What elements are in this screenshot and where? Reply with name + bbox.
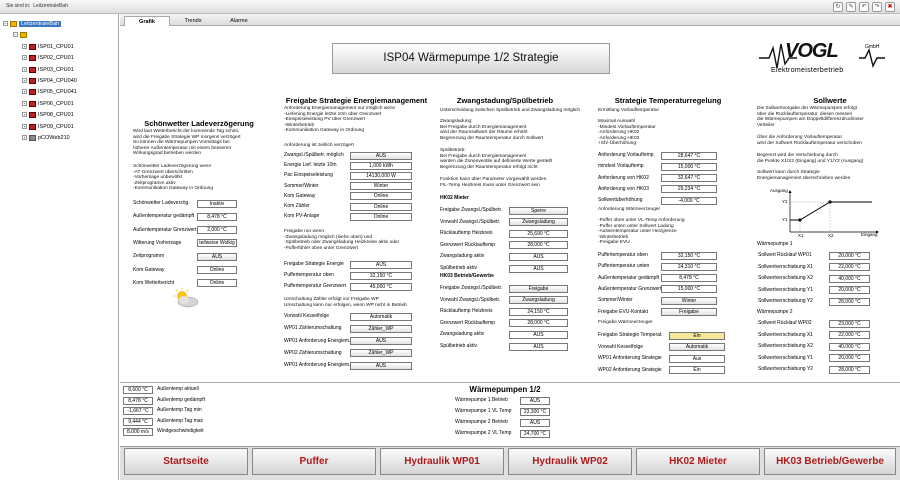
tab-alarme[interactable]: Alarme [230, 18, 248, 24]
value-field: 24,150 °C [509, 308, 568, 316]
nav-button-hk02-mieter[interactable]: HK02 Mieter [636, 448, 760, 475]
nav-button-puffer[interactable]: Puffer [252, 448, 376, 475]
expand-icon[interactable]: + [23, 124, 26, 130]
value-field: 32,150 °C [661, 252, 717, 260]
row-label: WP02 Anforderung Strategie [598, 366, 662, 373]
tree-item[interactable]: + ISP04_CPU040 [23, 78, 77, 84]
tree-root[interactable]: − LeitzentraleBah [4, 21, 60, 27]
section-description: Funktion kann über Parameter vorgewählt werden FIL-Temp Heizkreis muss unter Grenzwert sein [440, 177, 547, 188]
row-label: WP01 Zählerumschaltung [284, 325, 342, 332]
row-label: Freigabe Zwangsl./Spülbetr. [440, 207, 503, 213]
row-label: Wärmepumpe 1 Betrieb [455, 397, 508, 403]
device-icon [29, 89, 36, 95]
value-field: AUS [520, 419, 550, 427]
subsection-title: Wärmepumpe 1 [757, 241, 793, 247]
value-button[interactable]: AUS [197, 253, 237, 261]
section-title: Strategie Temperaturregelung [614, 96, 722, 105]
row-label: Spülbetrieb aktiv [440, 343, 477, 349]
row-label: Sollwertverschiebung X1 [758, 331, 814, 338]
graph-label-x1: X1 [798, 233, 804, 238]
row-label: Energie Lief. letzte 10m [284, 162, 337, 169]
value-field: -1,667 °C [123, 407, 153, 415]
value-field: 23,000 °C [829, 320, 870, 328]
network-icon [10, 21, 17, 27]
row-label: Kom Wetterbericht [133, 279, 175, 286]
row-label: Grenzwert Rücklauftemp [440, 319, 496, 326]
logo-gmbh: GmbH [865, 44, 880, 50]
row-label: Sollwertverschiebung X1 [758, 263, 814, 270]
value-field: 20,000 °C [829, 286, 870, 294]
value-button[interactable]: Sperre [509, 207, 568, 215]
row-label: Sommer/Winter [284, 182, 319, 189]
row-label: Wärmepumpe 2 VL Temp [455, 430, 512, 436]
expand-icon[interactable]: + [23, 78, 26, 84]
row-label: Puffertemperatur unten [598, 263, 650, 270]
section-note: Anforderung ist zeitlich verzögert [284, 143, 354, 148]
row-label: Freigabe Zwangsl./Spülbetr. [440, 285, 503, 291]
value-field: 24,700 °C [520, 430, 550, 438]
row-label: Sollwertverschiebung X2 [758, 275, 814, 282]
value-field: Online [197, 279, 237, 287]
tree-item[interactable]: + ISP08_CPU01 [23, 112, 74, 118]
value-field: 9,444 °C [123, 418, 153, 426]
value-button[interactable]: Freigabe [661, 308, 717, 316]
collapse-icon[interactable]: − [4, 21, 7, 27]
expand-icon[interactable]: + [23, 135, 26, 141]
value-button[interactable]: AUS [350, 152, 412, 160]
tree-item[interactable]: + ISP03_CPU01 [23, 67, 74, 73]
value-field: 45,000 °C [350, 283, 412, 291]
tree-item[interactable]: + pCOWeb210 [23, 135, 70, 141]
tree-item[interactable]: + ISP06_CPU01 [23, 101, 74, 107]
value-field: 22,000 °C [829, 263, 870, 271]
section-subtitle: Freigabe Wärmeerzeuger [598, 320, 653, 325]
section-description: Freigabe nur wenn -Zwangsladung möglich (siehe oben) und -Spülbetrieb oder Zwangsladung Heizkreise aktiv oder -Pufferfühler oben unter Grenzwert [284, 229, 400, 251]
row-label: Rücklauftemp Heizkreis [440, 230, 493, 237]
value-field: 14130,000 W [350, 172, 412, 180]
section-subtitle: Ermittlung Vorlauftemperatur [598, 108, 660, 113]
value-field: Ein [669, 366, 725, 374]
row-label: Sollwertverschiebung Y2 [758, 366, 813, 373]
value-field: Ein [669, 332, 725, 340]
expand-icon[interactable]: + [23, 89, 26, 95]
device-icon [29, 135, 36, 141]
section-conditions: Schönwetter Ladeverzögerung wenn -AT Grenzwert überschritten -Vorhersage unbewölkt -Zeitprogramm aktiv -Kommunikation Gateway in Ordnung [133, 164, 213, 192]
value-field: 8,600 °C [123, 386, 153, 394]
subsection-title: HK03 Betrieb/Gewerbe [440, 273, 494, 279]
value-field: 28,000 °C [829, 366, 870, 374]
section-description: Maximal Auswahl -Mindest Vorlauftemperatur -Anforderung HK02 -Anforderung HK03 +Sh/-Überhöhung [598, 119, 656, 147]
page-title: ISP04 Wärmepumpe 1/2 Strategie [332, 43, 610, 74]
row-label: Außentemperatur Grenzwert [598, 285, 662, 292]
row-label: Zwangsladung aktiv [440, 331, 485, 338]
section-title: Schönwetter Ladeverzögerung [144, 119, 254, 128]
row-label: Kom PV-Anlage [284, 213, 320, 220]
section-description: Wird laut Wetterbericht der kommende Tag schön, wird die Freigabe Strategie WP morgens verzögert So können die Wärmepumpen Vormittags bei höherer Außentemperatur mit einem besseren Wirkungsgrad betrieben werden [133, 129, 241, 157]
section-description: Die Sollwertvorgabe der Wärmepumpen erfolgt über die Rücklauftemperatur, diesen messen die Wärmepumpen am Doppeltdifferenzdruckloser Verteiler [757, 106, 864, 128]
device-icon [29, 124, 36, 130]
value-button[interactable]: Zähler_WP [350, 325, 412, 333]
expand-icon[interactable]: + [23, 112, 26, 118]
row-label: Spülbetrieb aktiv [440, 265, 477, 271]
expand-icon[interactable]: + [23, 67, 26, 73]
row-label: Kom Gateway [284, 192, 316, 199]
row-label: Puffertemperatur oben [598, 252, 648, 258]
value-button[interactable]: AUS [350, 362, 412, 370]
expand-icon[interactable]: + [23, 44, 26, 50]
tab-trends[interactable]: Trends [184, 18, 202, 24]
value-field: Automatik [350, 313, 412, 321]
subsection-title: HK02 Mieter [440, 195, 469, 201]
nav-button-hydraulik-wp02[interactable]: Hydraulik WP02 [508, 448, 632, 475]
row-label: WP01 Anforderung Energiem. [284, 362, 351, 369]
value-field: Inaktiv [197, 200, 237, 208]
row-label: Witterung Vorhersage [133, 239, 182, 246]
row-label: Sommer/Winter [598, 297, 633, 304]
value-button[interactable]: Zwangsladung [509, 296, 568, 304]
value-field: AUS [520, 397, 550, 405]
value-field: 29,234 °C [661, 185, 717, 193]
logo-subtitle: Elektromeisterbetrieb [771, 67, 844, 74]
row-label: Zwangsladung aktiv [440, 253, 485, 260]
expand-icon[interactable]: + [23, 101, 26, 107]
row-label: Anforderung von HK03 [598, 185, 649, 192]
row-label: WP01 Anforderung Energiem. [284, 337, 351, 344]
value-field: 25,690 °C [509, 230, 568, 238]
value-field: 15,000 °C [661, 285, 717, 293]
value-field: 20,000 °C [829, 354, 870, 362]
logo-text: VOGL [785, 40, 838, 62]
value-field: 8,478 °C [197, 213, 237, 221]
value-field: 22,000 °C [829, 331, 870, 339]
row-label: Außentemp aktuell [157, 386, 199, 392]
top-bar [0, 0, 900, 14]
row-label: Wärmepumpe 1 VL Temp [455, 408, 512, 414]
row-label: Zeitprogramm [133, 253, 165, 260]
row-label: Pac Einspeiseleistung [284, 172, 333, 179]
value-field: 40,000 °C [829, 343, 870, 351]
value-field: AUS [509, 265, 568, 273]
value-field: AUS [509, 253, 568, 261]
tab-grafik[interactable]: Grafik [124, 16, 170, 26]
device-icon [29, 55, 36, 61]
row-label: Puffertemperatur Grenzwert [284, 283, 346, 289]
row-label: Sollwert Rücklauf WP01 [758, 252, 812, 258]
row-label: Vorwahl Kesselfolge [284, 313, 330, 319]
row-label: Außentemperatur gedämpft [133, 213, 195, 220]
value-field: AUS [509, 343, 568, 351]
value-field: Online [197, 266, 237, 274]
row-label: WP02 Zählerumschaltung [284, 349, 342, 356]
section-title: Freigabe Strategie Energiemanagement [285, 96, 428, 105]
value-button[interactable]: Automatik [669, 343, 725, 351]
row-label: Außentemperatur gedämpft [598, 274, 660, 281]
edit-icon[interactable]: ✎ [846, 2, 856, 12]
graph-label-output: Ausgang [770, 188, 788, 193]
value-field: 1,000 kWh [350, 162, 412, 170]
section-description: Begrenzt wird die Verschiebung durch die Punkte X1/X2 (Eingang) und Y1/Y2 (Ausgang) [757, 153, 864, 164]
value-field: 8,000 m/s [123, 428, 153, 436]
forward-icon[interactable]: ↷ [872, 2, 882, 12]
row-label: Windgeschwindigkeit [157, 428, 204, 434]
close-icon[interactable]: ✖ [885, 2, 895, 12]
row-label: Vorwahl Zwangsl./Spülbetr. [440, 218, 501, 225]
section-description: Sollwert kann durch Strategie Energiemanagement überschrieben werden [757, 170, 851, 181]
value-field: Online [350, 213, 412, 221]
device-icon [29, 112, 36, 118]
row-label: Grenzwert Rücklauftemp [440, 241, 496, 248]
value-field: 28,000 °C [509, 241, 568, 249]
tree-item[interactable]: + ISP01_CPU01 [23, 44, 74, 50]
row-label: Kom Gateway [133, 266, 165, 273]
section-description: Unterscheidung zwischen Spülbetrieb und Zwangsladung möglich [440, 108, 580, 113]
value-field: -4,000 °C [661, 197, 717, 205]
value-field: 28,000 °C [509, 319, 568, 327]
device-icon [29, 67, 36, 73]
section-description: Spülbetrieb: Bei Freigabe durch Energiemanagement werden die Zonenventile auf definierte Werte gestellt Begrenzung der Raumtemperatur erfolgt nicht [440, 148, 552, 170]
row-label: Puffertemperatur oben [284, 272, 334, 278]
row-label: Freigabe Strategie Temperat. [598, 332, 663, 338]
device-icon [29, 78, 36, 84]
graph-label-y1: Y1 [782, 217, 788, 222]
value-field: AUS [509, 331, 568, 339]
value-field: Aus [669, 355, 725, 363]
section-subtitle: Anforderung Wärmeerzeuger [598, 207, 661, 212]
row-label: Außentemp gedämpft [157, 396, 206, 403]
row-label: Sollwertverschiebung Y1 [758, 286, 813, 293]
nav-button-startseite[interactable]: Startseite [124, 448, 248, 475]
value-button[interactable]: Freigabe [509, 285, 568, 293]
row-label: Außentemp Tag min [157, 407, 202, 413]
value-field: 40,000 °C [829, 275, 870, 283]
value-field: 8,478 °C [661, 274, 717, 282]
location-indicator: Sie sind in: LeitzentraleBah [6, 3, 68, 9]
subsection-title: Wärmepumpe 2 [757, 309, 793, 315]
setpoint-shift-graph [772, 188, 880, 238]
value-field: Online [350, 203, 412, 211]
graph-label-input: Eingang [861, 232, 878, 237]
row-label: Kom Zähler [284, 203, 310, 209]
device-icon [29, 101, 36, 107]
tree-item[interactable]: + ISP02_CPU01 [23, 55, 74, 61]
row-label: Außentemperatur Grenzwert [133, 226, 197, 233]
row-label: Sollwertverschiebung X2 [758, 343, 814, 350]
value-field: 23,300 °C [520, 408, 550, 416]
tree-item[interactable]: + ISP05_CPU041 [23, 89, 77, 95]
value-field: AUS [350, 261, 412, 269]
row-label: Freigabe EVU-Kontakt [598, 308, 649, 315]
section-description: Anforderung Energiemanagement nur möglich wenn -Lieferung Energie letzte 10m über Grenzwert -Einspeiseleistung PV über Grenzwert -Winterbetrieb -Kommunikation Gateway in Ordnung [284, 106, 396, 134]
value-field: teilweise Wolkig [197, 239, 237, 247]
row-label: WP01 Anforderung Strategie [598, 355, 662, 362]
value-field: 32,150 °C [350, 272, 412, 280]
expand-icon[interactable]: + [23, 55, 26, 61]
home-icon [20, 32, 27, 38]
row-label: Freigabe Strategie Energie [284, 261, 344, 267]
row-label: Sollwertverschiebung Y1 [758, 354, 813, 361]
graph-label-x2: X2 [828, 233, 834, 238]
row-label: Anforderung von HK02 [598, 174, 649, 181]
back-icon[interactable]: ↶ [859, 2, 869, 12]
value-field: 32,647 °C [661, 174, 717, 182]
heat-pumps-title: Wärmepumpen 1/2 [469, 385, 541, 394]
row-label: Vorwahl Kesselfolge [598, 343, 644, 350]
nav-button-hydraulik-wp01[interactable]: Hydraulik WP01 [380, 448, 504, 475]
refresh-icon[interactable]: ↻ [833, 2, 843, 12]
graph-label-y2: Y2 [782, 199, 788, 204]
row-label: Schönwetter Ladeverzög. [133, 200, 190, 206]
row-label: Zwangsl./Spülbetr. möglich [284, 152, 344, 158]
logo [757, 38, 887, 78]
value-field: 24,310 °C [661, 263, 717, 271]
collapse-icon[interactable]: − [14, 32, 17, 38]
section-description: -Puffer oben unter VL-Temp Anforderung -Puffer unten unter Sollwert Ladung -Aussentemperatur unter Heizgrenze -Winterbetrieb -Freigabe EVU [598, 218, 685, 246]
row-label: Sollwertüberhöhung [598, 197, 643, 204]
nav-button-hk03-betrieb[interactable]: HK03 Betrieb/Gewerbe [764, 448, 896, 475]
value-button[interactable]: AUS [350, 337, 412, 345]
value-button[interactable]: Zwangsladung [509, 218, 568, 226]
row-label: mindest Vorlauftemp [598, 163, 644, 170]
value-field: 8,478 °C [123, 397, 153, 405]
value-field: Online [350, 192, 412, 200]
section-description: Umschaltung Zähler erfolgt vor Freigabe WP Umschaltung kann nur erfolgen, wenn WP nicht in Betrieb [284, 297, 407, 308]
tree-item[interactable]: + ISP09_CPU01 [23, 124, 74, 130]
row-label: Wärmepumpe 2 Betrieb [455, 419, 508, 425]
value-field: 28,647 °C [661, 152, 717, 160]
value-field: 20,000 °C [829, 252, 870, 260]
row-label: Sollwertverschiebung Y2 [758, 298, 813, 305]
tree-home[interactable] [13, 31, 29, 40]
section-description: Zwangsladung: Bei Freigabe durch Energiemanagement wird der Raumsollwert der Räume erhöht Begrenzung der Raumtemperatur durch Sollwert [440, 119, 544, 141]
section-description: Über die Anforderung Vorlauftemperatur wird der Sollwert Rücklauftemperatur verschoben [757, 135, 862, 146]
section-title: Zwangstadung/Spülbetrieb [456, 96, 554, 105]
row-label: Vorwahl Zwangsl./Spülbetr. [440, 296, 501, 303]
value-field: 15,000 °C [661, 163, 717, 171]
section-title: Sollwerte [813, 96, 847, 105]
tab-bar [120, 14, 900, 26]
row-label: Sollwert Rücklauf WP02 [758, 320, 812, 326]
value-button[interactable]: Winter [661, 297, 717, 305]
row-label: Anforderung Vorlauftemp [598, 152, 654, 158]
value-button[interactable]: Zähler_WP [350, 349, 412, 357]
value-field: 2,000 °C [197, 226, 237, 234]
value-field: Winter [350, 182, 412, 190]
row-label: Rücklauftemp Heizkreis [440, 308, 493, 315]
navigation-tree [0, 14, 119, 480]
device-icon [29, 44, 36, 50]
value-field: 28,000 °C [829, 298, 870, 306]
row-label: Außentemp Tag max [157, 417, 204, 424]
weather-partly-cloudy-icon [171, 287, 201, 309]
